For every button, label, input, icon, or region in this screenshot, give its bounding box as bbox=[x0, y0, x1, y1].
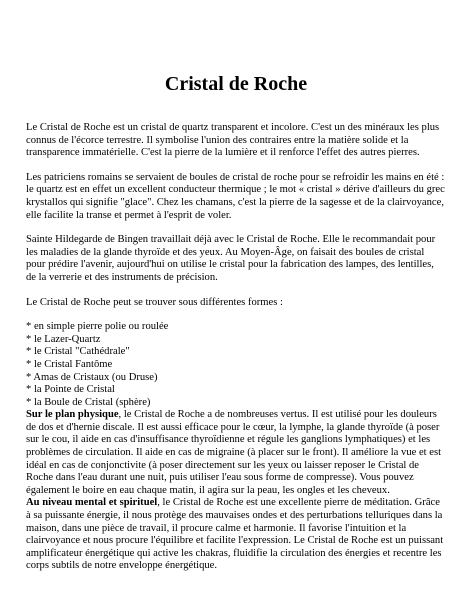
paragraph-forms-intro: Le Cristal de Roche peut se trouver sous différentes formes : bbox=[26, 296, 283, 308]
paragraph-physical bbox=[26, 409, 446, 497]
list-item: * en simple pierre polie ou roulée bbox=[26, 321, 169, 333]
physical-heading: Sur le plan physique bbox=[26, 409, 119, 421]
list-item: * Amas de Cristaux (ou Druse) bbox=[26, 371, 158, 383]
forms-list bbox=[26, 321, 446, 409]
paragraph-intro: Le Cristal de Roche est un cristal de quartz transparent et incolore. C'est un des minéraux les plus connus de l'écorce terrestre. Il symbolise l'union des contraires entre la matière solide et la transparence immatérielle. C'est la pierre de la lumière et il renforce l'effet des autres pierres. bbox=[26, 122, 440, 159]
list-item: * le Lazer-Quartz bbox=[26, 333, 101, 345]
paragraph-mental bbox=[26, 497, 446, 573]
list-item: * la Boule de Cristal (sphère) bbox=[26, 396, 151, 408]
list-item: * la Pointe de Cristal bbox=[26, 384, 115, 396]
list-item: * le Cristal Fantôme bbox=[26, 358, 113, 370]
paragraph-hildegarde: Sainte Hildegarde de Bingen travaillait déjà avec le Cristal de Roche. Elle le recommandait pour les maladies de la glande thyroïde et des yeux. Au Moyen-Âge, on faisait des boules de cristal pour prédire l'avenir, aujourd'hui on utilise le cristal pour la fabrication des lampes, des lentilles, de la verrerie et des instruments de précision. bbox=[26, 234, 436, 283]
page-title: Cristal de Roche bbox=[164, 73, 308, 95]
mental-text: , le Cristal de Roche est une excellente pierre de méditation. Grâce à sa puissante énergie, il nous protège des mauvaises ondes et des perturbations telluriques dans la maison, dans une pièce de travail, il procure calme et harmonie. Il favorise l'intuition et la clairvoyance et nous procure l'équilibre et facilite l'expression. Le Cristal de Roche est un puissant amplificateur énergétique qui active les chakras, fluidifie la circulation des énergies et recentre les corps subtils de notre enveloppe énergétique. bbox=[26, 497, 444, 572]
physical-text: , le Cristal de Roche a de nombreuses vertus. Il est utilisé pour les douleurs de dos et d'hernie discale. Il est aussi efficace pour le cœur, la lymphe, la glande thyroïde (à poser sur le cou, il aide en cas d'insuffisance thyroïdienne et régule les ganglions lymphatiques) et les problèmes de circulation. Il aide en cas de migraine (à placer sur le front). Il améliore la vue et est idéal en cas de conjonctivite (à poser directement sur les yeux ou laisser reposer le Cristal de Roche dans l'eau durant une nuit, puis utiliser l'eau sous forme de compresse). Vous pouvez également le boire en eau chaque matin, il agira sur la peau, les ongles et les cheveux. bbox=[26, 409, 442, 496]
list-item: * le Cristal "Cathédrale" bbox=[26, 346, 130, 358]
mental-heading: Au niveau mental et spirituel bbox=[26, 497, 158, 509]
paragraph-history: Les patriciens romains se servaient de boules de cristal de roche pour se refroidir les mains en été : le quartz est en effet un excellent conducteur thermique ; le mot « cristal » dérive d'ailleurs du grec krystallos qui signifie "glace". Chez les chamans, c'est la pierre de la sagesse et de la clairvoyance, elle facilite la transe et permet à l'esprit de voler. bbox=[26, 171, 445, 221]
